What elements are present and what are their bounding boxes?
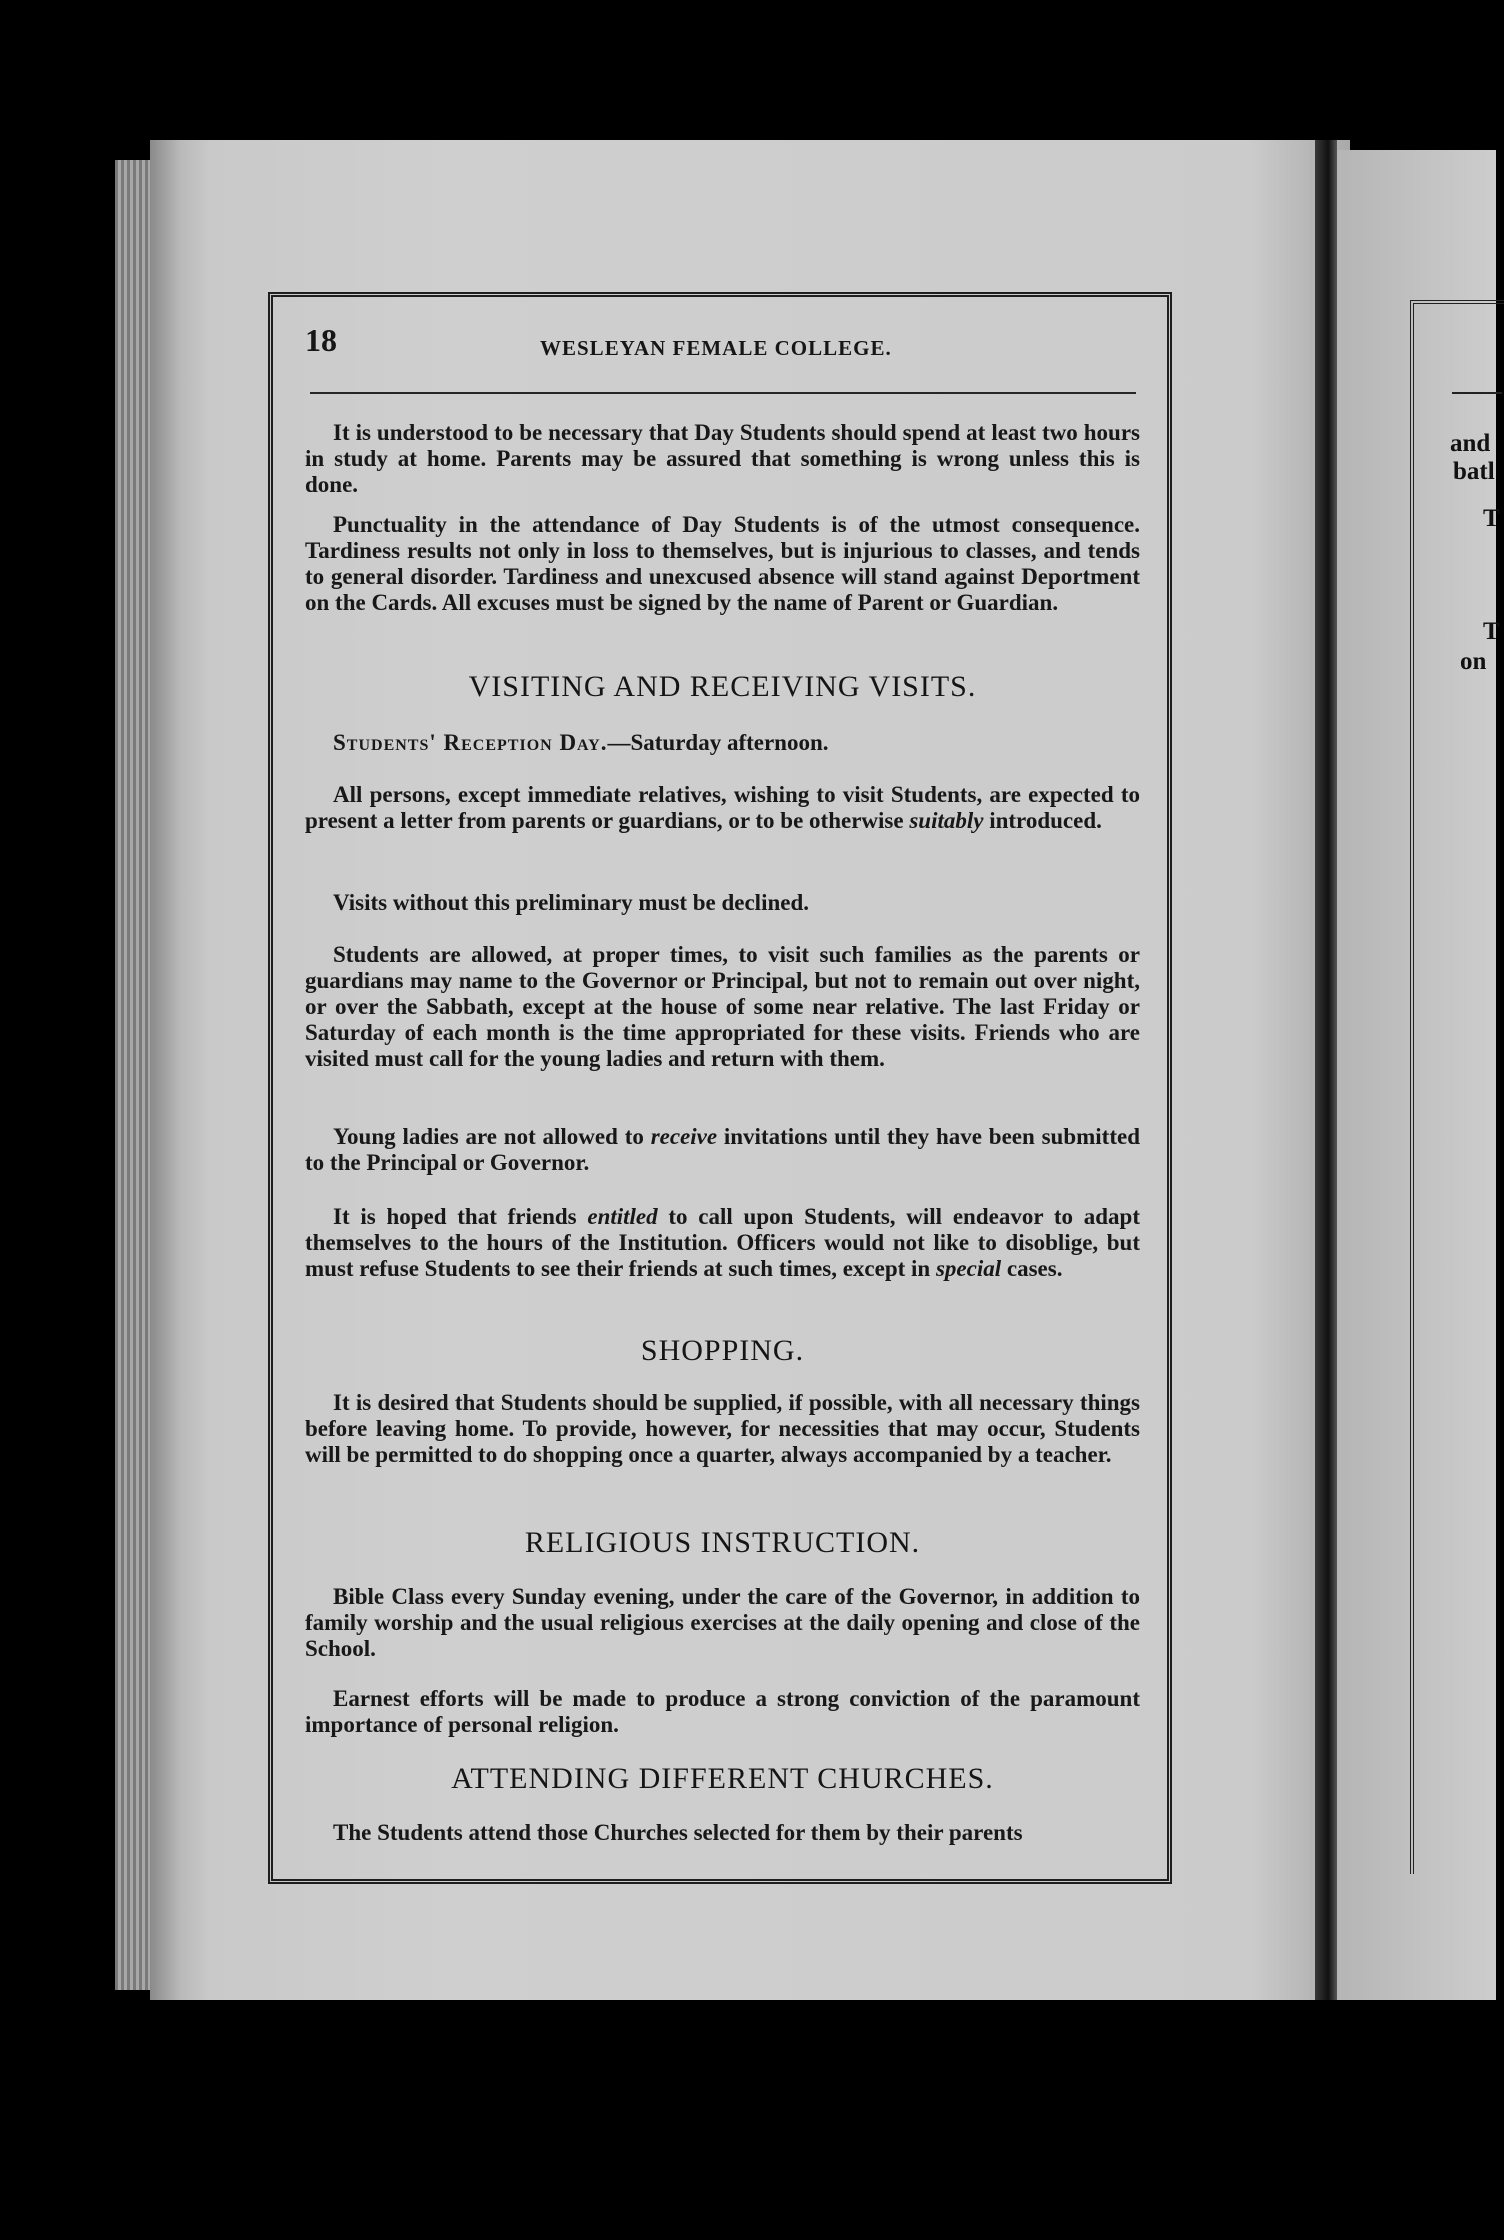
book-spine	[1315, 140, 1337, 2000]
visitor-letter-paragraph: All persons, except immediate relatives, wishing to visit Students, are expected to present a letter from parents or guardians, or to be otherwise suitably introduced.	[305, 782, 1140, 833]
facing-page-fragment: and	[1450, 430, 1491, 457]
punctuality-paragraph: Punctuality in the attendance of Day Students is of the utmost consequence. Tardiness results not only in loss to themselves, but is injurious to classes, and tends to general disorder. Tardiness and unexcused absence will stand against Deportment on the Cards. All excuses must be signed by the name of Parent or Guardian.	[305, 512, 1140, 615]
facing-page-rule	[1452, 392, 1502, 394]
churches-paragraph: The Students attend those Churches selected for them by their parents	[333, 1820, 1023, 1845]
shopping-paragraph: It is desired that Students should be supplied, if possible, with all necessary things before leaving home. To provide, however, for necessities that may occur, Students will be permitted to do shopping once a quarter, always accompanied by a teacher.	[305, 1390, 1140, 1467]
facing-page-fragment: on	[1460, 648, 1487, 675]
visits-declined-paragraph: Visits without this preliminary must be declined.	[333, 890, 810, 915]
head-rule	[310, 392, 1136, 394]
facing-page-fragment: batl	[1453, 458, 1495, 485]
reception-day-line	[305, 730, 1140, 756]
facing-page-fragment: T	[1483, 505, 1500, 532]
page-number: 18	[305, 322, 337, 358]
visiting-heading: VISITING AND RECEIVING VISITS.	[468, 670, 977, 703]
reception-day-value: —Saturday afternoon.	[607, 730, 829, 755]
facing-page-frame	[1410, 300, 1504, 1874]
bible-class-paragraph: Bible Class every Sunday evening, under the care of the Governor, in addition to family worship and the usual religious exercises at the daily opening and close of the School.	[305, 1584, 1140, 1661]
friends-hours-paragraph: It is hoped that friends entitled to call upon Students, will endeavor to adapt themselves to the hours of the Institution. Officers would not like to disoblige, but must refuse Students to see their friends at such times, except in special cases.	[305, 1204, 1140, 1281]
day-students-study-paragraph: It is understood to be necessary that Day Students should spend at least two hours in study at home. Parents may be assured that something is wrong unless this is done.	[305, 420, 1140, 497]
churches-heading: ATTENDING DIFFERENT CHURCHES.	[451, 1762, 994, 1795]
family-visits-paragraph: Students are allowed, at proper times, to visit such families as the parents or guardians may name to the Governor or Principal, but not to remain out over night, or over the Sabbath, except at the house of some near relative. The last Friday or Saturday of each month is the time appropriated for these visits. Friends who are visited must call for the young ladies and return with them.	[305, 942, 1140, 1071]
religious-instruction-heading: RELIGIOUS INSTRUCTION.	[524, 1526, 921, 1559]
page-edges	[115, 160, 155, 1990]
reception-day-label: Students' Reception Day.	[333, 730, 608, 755]
running-head: WESLEYAN FEMALE COLLEGE.	[540, 336, 892, 360]
shopping-heading: SHOPPING.	[640, 1334, 805, 1367]
earnest-efforts-paragraph: Earnest efforts will be made to produce a strong conviction of the paramount importance of personal religion.	[305, 1686, 1140, 1737]
facing-page-fragment: T	[1483, 618, 1500, 645]
invitations-paragraph: Young ladies are not allowed to receive invitations until they have been submitted to the Principal or Governor.	[305, 1124, 1140, 1175]
